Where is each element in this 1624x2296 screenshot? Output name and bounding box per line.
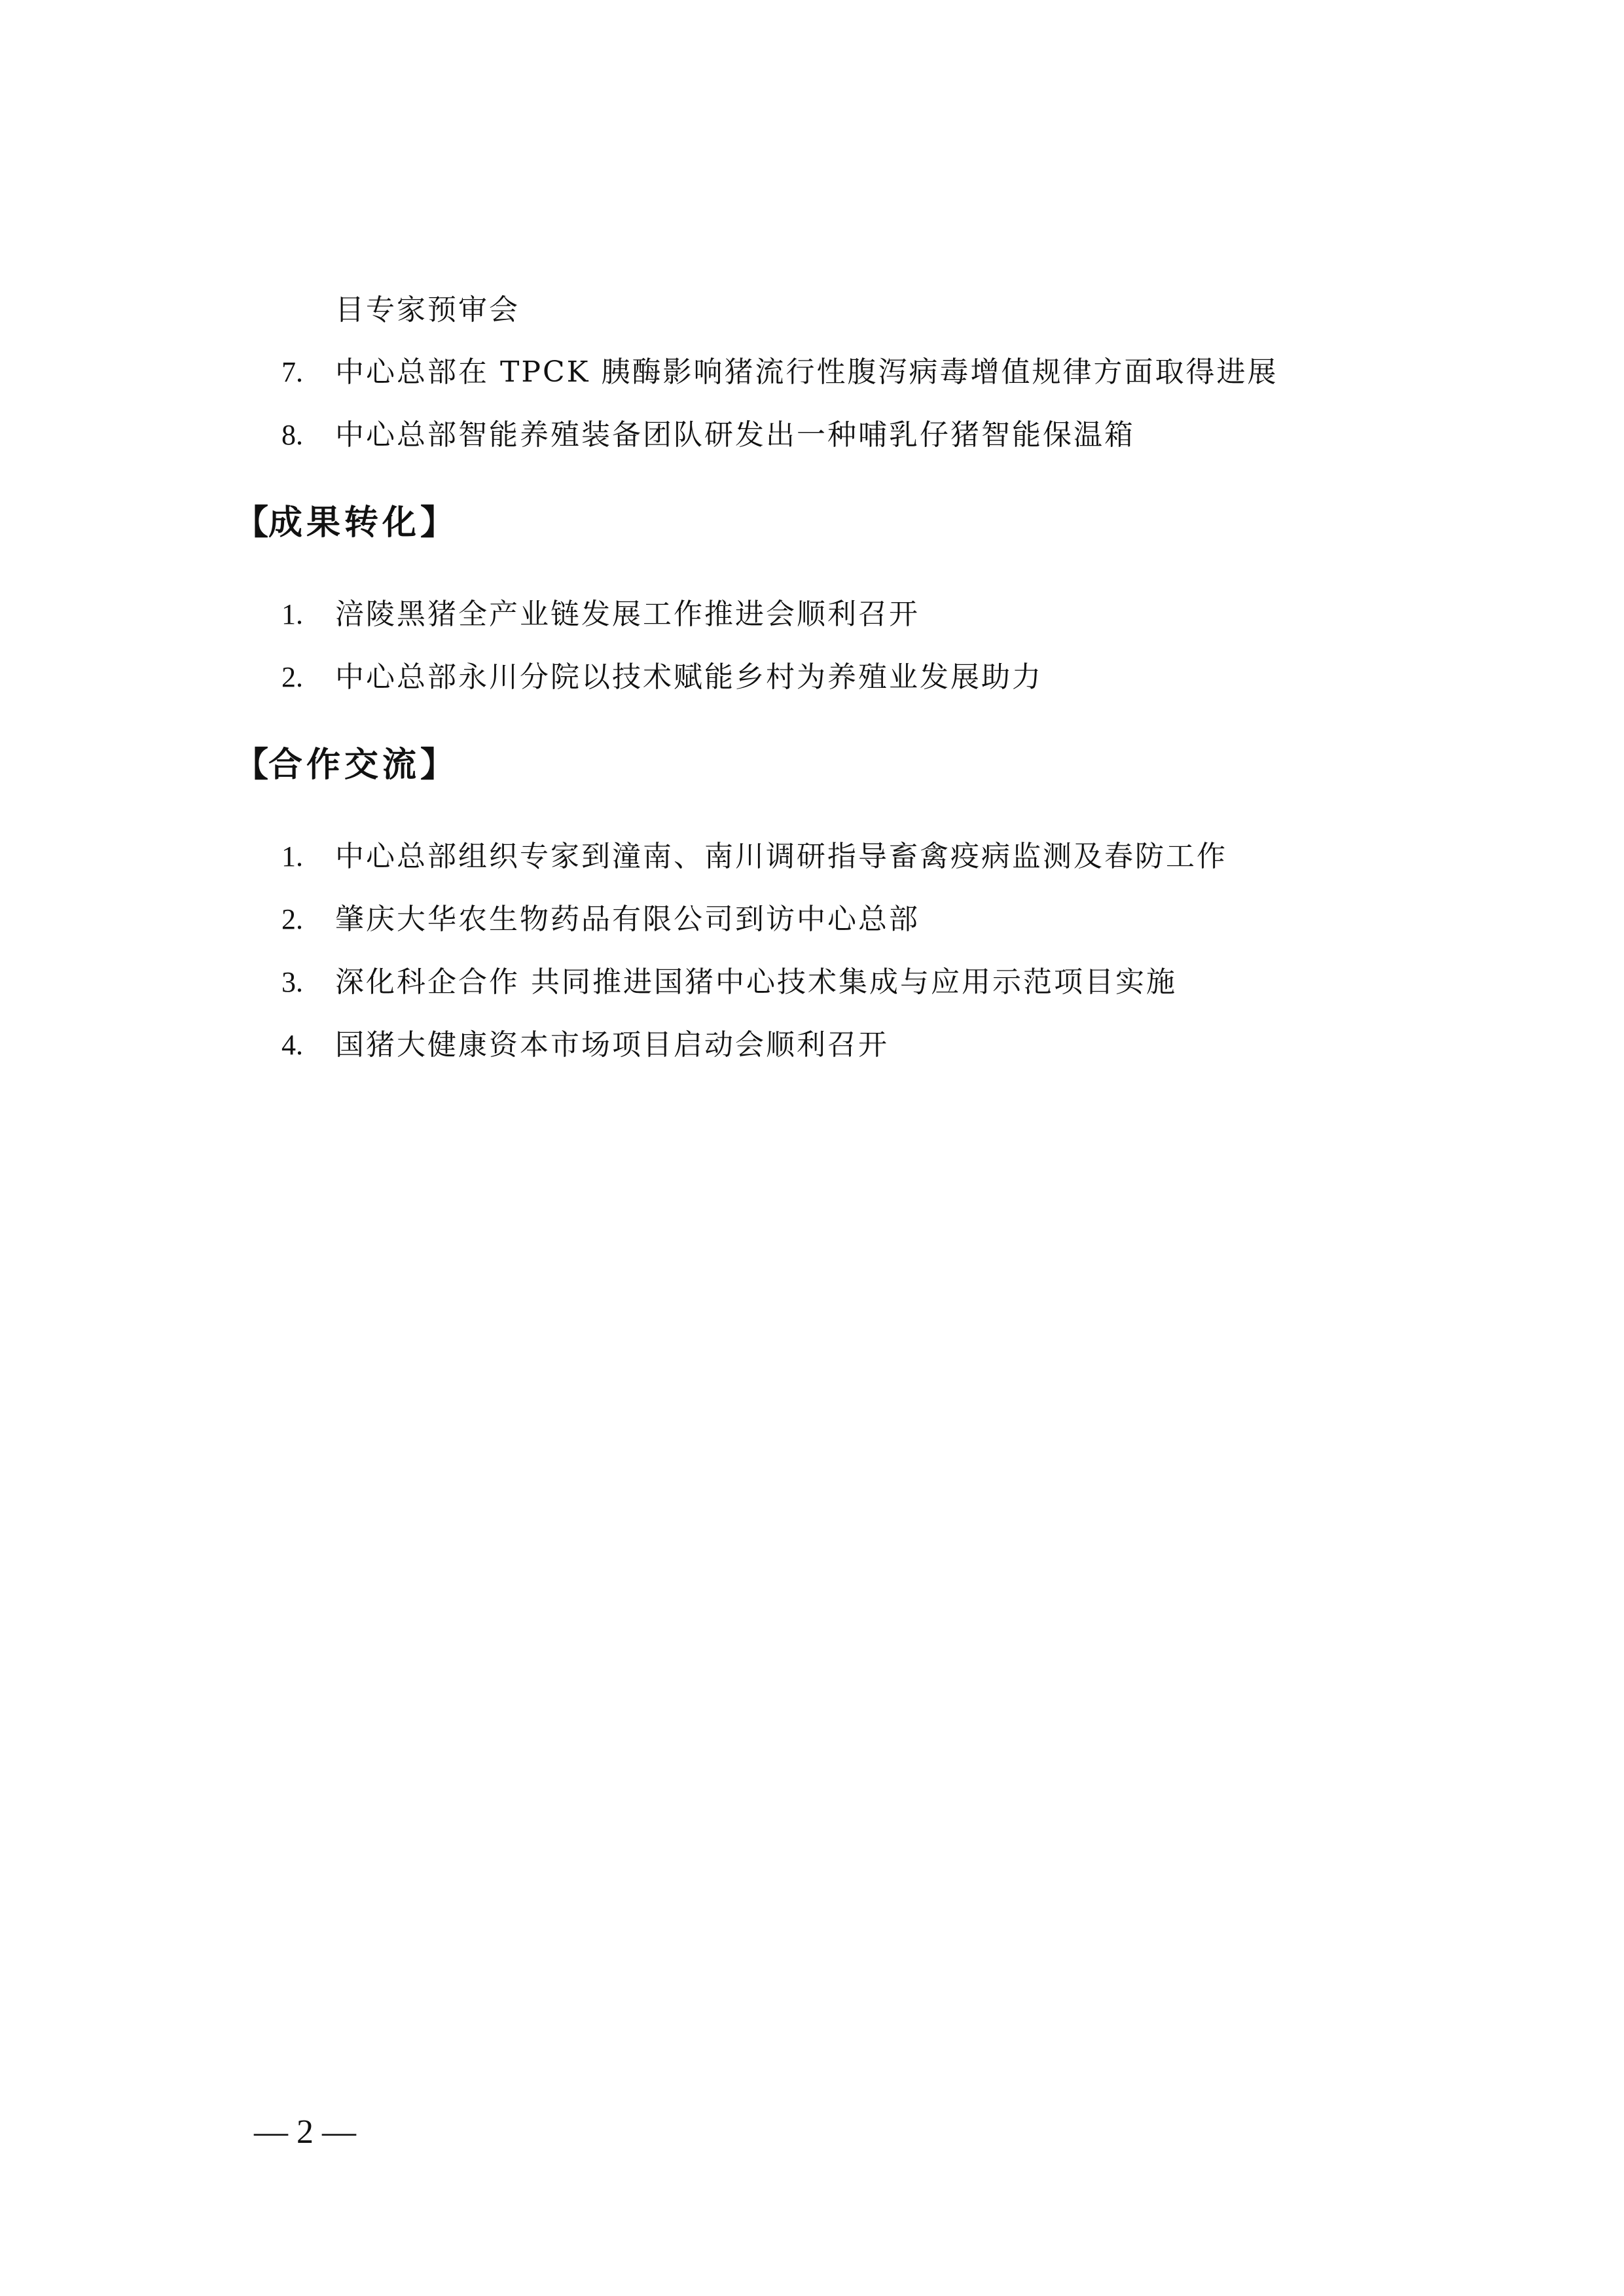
list-item-text: 涪陵黑猪全产业链发展工作推进会顺利召开 [335, 598, 920, 631]
heading-close-bracket: 】 [420, 503, 455, 543]
page-number: — 2 — [254, 2113, 356, 2151]
section-heading-cooperation [234, 744, 454, 787]
list-item-text: 中心总部在 TPCK 胰酶影响猪流行性腹泻病毒增值规律方面取得进展 [335, 355, 1278, 389]
section-heading-achievement [234, 501, 454, 545]
continued-item-text: 目专家预审会 [335, 293, 520, 327]
list-item-text: 中心总部智能养殖装备团队研发出一种哺乳仔猪智能保温箱 [335, 418, 1135, 452]
heading-title: 成果转化 [268, 503, 421, 543]
list-item-text: 中心总部永川分院以技术赋能乡村为养殖业发展助力 [335, 660, 1043, 694]
heading-close-bracket: 】 [420, 745, 455, 785]
heading-title: 合作交流 [268, 745, 421, 785]
list-item-number: 3. [281, 966, 303, 998]
list-item-number: 1. [281, 840, 303, 872]
list-item-text: 中心总部组织专家到潼南、南川调研指导畜禽疫病监测及春防工作 [335, 840, 1227, 873]
list-item-text: 深化科企合作 共同推进国猪中心技术集成与应用示范项目实施 [335, 965, 1177, 999]
list-item-number: 1. [281, 598, 303, 630]
heading-open-bracket: 【 [234, 503, 269, 543]
list-item-number: 2. [281, 903, 303, 935]
list-item-number: 8. [281, 419, 303, 451]
heading-open-bracket: 【 [234, 745, 269, 785]
list-item-text: 肇庆大华农生物药品有限公司到访中心总部 [335, 903, 920, 936]
list-item-text: 国猪大健康资本市场项目启动会顺利召开 [335, 1028, 889, 1062]
list-item-number: 4. [281, 1029, 303, 1061]
list-item-number: 7. [281, 356, 303, 388]
list-item-number: 2. [281, 661, 303, 693]
